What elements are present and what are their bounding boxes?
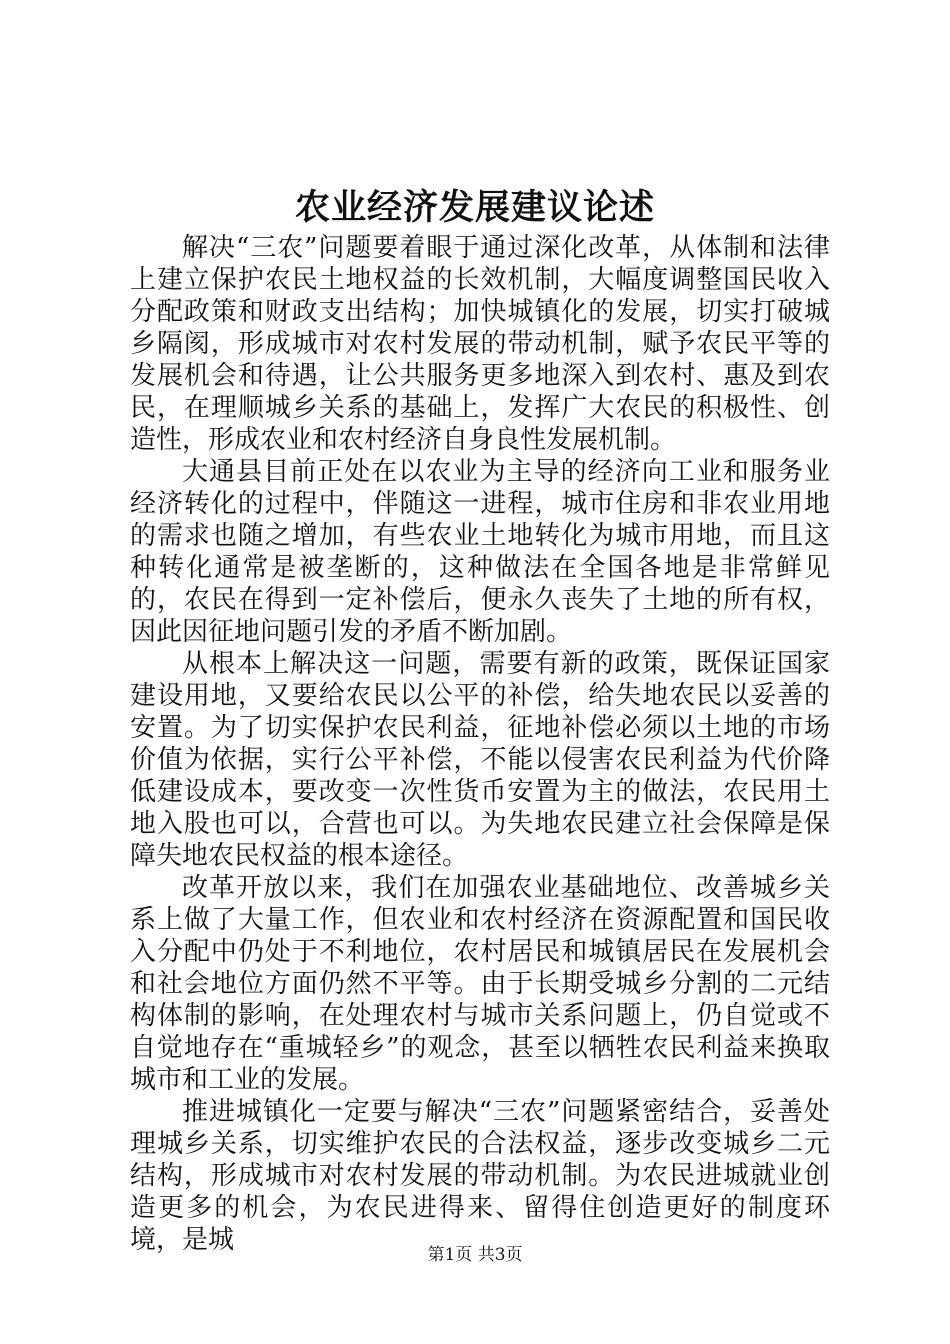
document-body [130,232,830,1256]
paragraph: 大通县目前正处在以农业为主导的经济向工业和服务业经济转化的过程中，伴随这一进程，城市住房和非农业用地的需求也随之增加，有些农业土地转化为城市用地，而且这种转化通常是被垄断的，这种做法在全国各地是非常鲜见的，农民在得到一定补偿后，便永久丧失了土地的所有权，因此因征地问题引发的矛盾不断加剧。 [130,457,830,647]
document-title: 农业经济发展建议论述 [294,187,655,228]
paragraph: 改革开放以来，我们在加强农业基础地位、改善城乡关系上做了大量工作，但农业和农村经济在资源配置和国民收入分配中仍处于不利地位，农村居民和城镇居民在发展机会和社会地位方面仍然不平等。由于长期受城乡分割的二元结构体制的影响，在处理农村与城市关系问题上，仍自觉或不自觉地存在“重城轻乡”的观念，甚至以牺牲农民利益来换取城市和工业的发展。 [130,873,830,1095]
paragraph: 从根本上解决这一问题，需要有新的政策，既保证国家建设用地，又要给农民以公平的补偿，给失地农民以妥善的安置。为了切实保护农民利益，征地补偿必须以土地的市场价值为依据，实行公平补偿，不能以侵害农民利益为代价降低建设成本，要改变一次性货币安置为主的做法，农民用土地入股也可以，合营也可以。为失地农民建立社会保障是保障失地农民权益的根本途径。 [130,649,830,871]
page-number-footer: 第1页 共3页 [427,1245,523,1265]
paragraph: 推进城镇化一定要与解决“三农”问题紧密结合，妥善处理城乡关系，切实维护农民的合法权益，逐步改变城乡二元结构，形成城市对农村发展的带动机制。为农民进城就业创造更多的机会，为农民进得来、留得住创造更好的制度环境，是城 [130,1097,830,1255]
paragraph: 解决“三农”问题要着眼于通过深化改革，从体制和法律上建立保护农民土地权益的长效机制，大幅度调整国民收入分配政策和财政支出结构；加快城镇化的发展，切实打破城乡隔阂，形成城市对农村发展的带动机制，赋予农民平等的发展机会和待遇，让公共服务更多地深入到农村、惠及到农民，在理顺城乡关系的基础上，发挥广大农民的积极性、创造性，形成农业和农村经济自身良性发展机制。 [130,233,830,455]
